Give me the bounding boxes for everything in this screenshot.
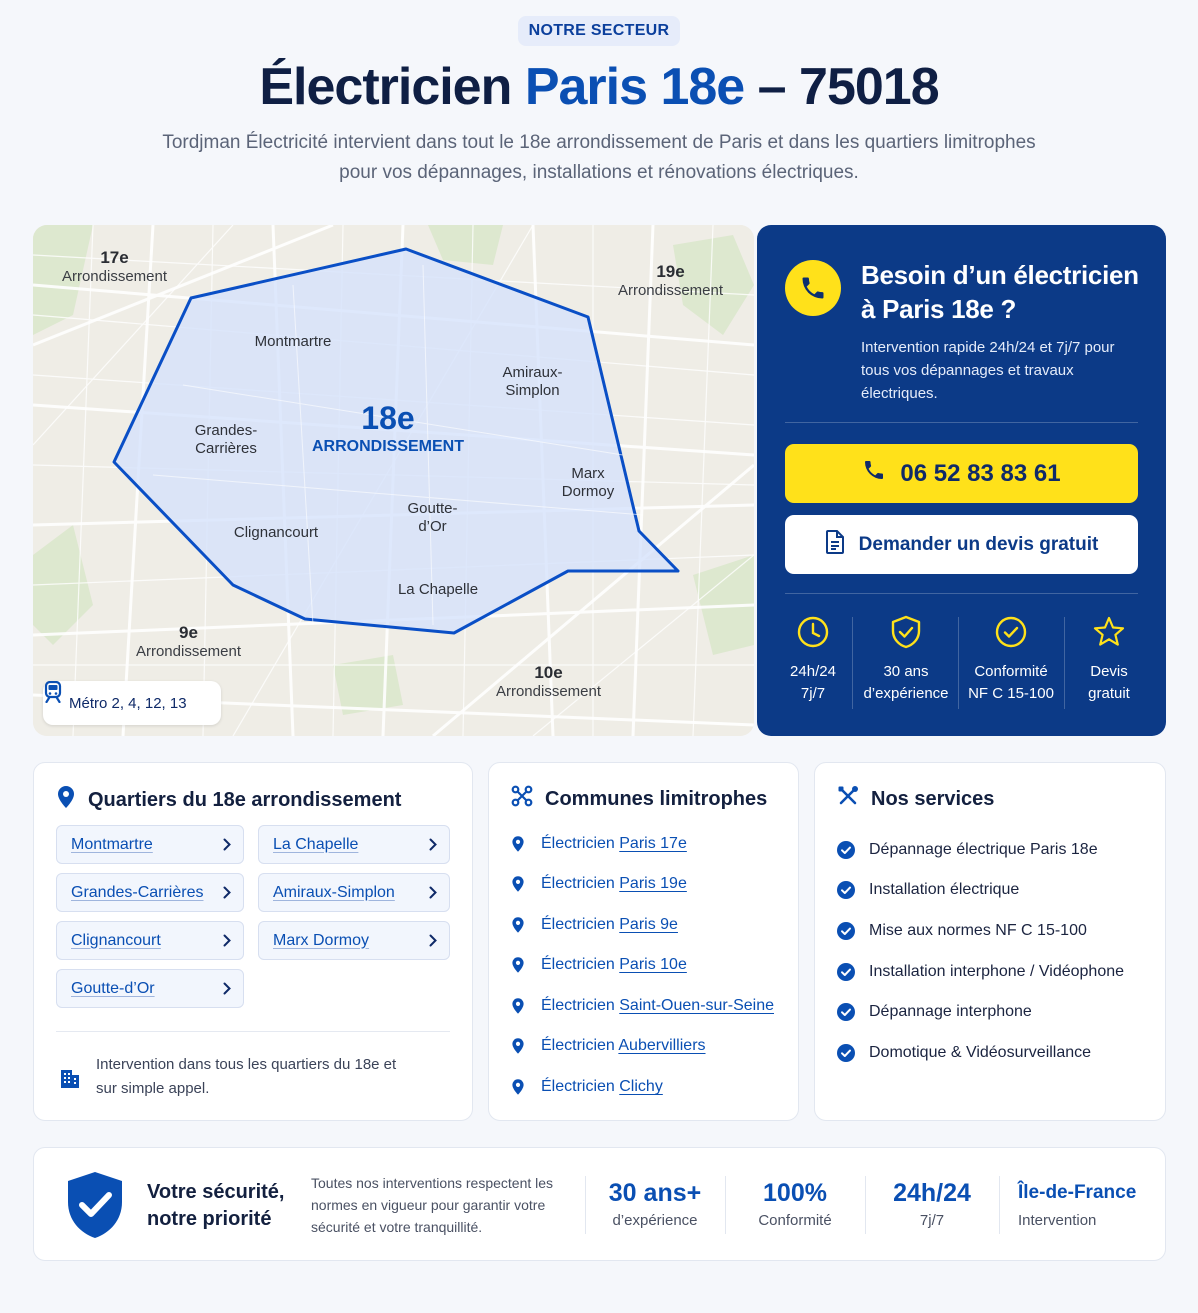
security-text: Toutes nos interventions respectent les normes en vigueur pour garantir votre sécurité et votre tranquillité. xyxy=(311,1175,554,1235)
feature-line1: 30 ans xyxy=(883,663,929,680)
map-label-goutte-dor: Goutte-d’Or xyxy=(407,500,458,535)
commune-link[interactable] xyxy=(511,1078,663,1096)
commune-prefix: Électricien xyxy=(541,1078,620,1095)
map-pin-icon xyxy=(511,1037,525,1055)
divider xyxy=(999,1176,1000,1234)
map-district-10e xyxy=(491,663,606,701)
neighborhood-link[interactable] xyxy=(56,873,244,912)
building-icon xyxy=(58,1066,82,1095)
divider xyxy=(56,1031,450,1032)
service-label: Installation interphone / Vidéophone xyxy=(869,963,1125,980)
service-label: Mise aux normes NF C 15-100 xyxy=(869,922,1087,939)
stat-label: Conformité xyxy=(758,1212,832,1229)
neighborhood-link[interactable] xyxy=(56,921,244,960)
shield-check-icon xyxy=(857,615,955,651)
phone-icon xyxy=(785,260,841,316)
tools-icon xyxy=(837,785,859,813)
map-district-19e xyxy=(613,262,728,300)
district-label: Arrondissement xyxy=(495,683,602,700)
contact-panel xyxy=(757,225,1166,736)
map-label-clignancourt: Clignancourt xyxy=(233,524,319,541)
stat-value: 30 ans+ xyxy=(608,1179,702,1207)
district-num: 9e xyxy=(179,623,198,642)
communes-header xyxy=(511,785,767,813)
commune-link[interactable] xyxy=(511,916,678,934)
security-bar xyxy=(33,1147,1166,1261)
title-part2: – 75018 xyxy=(744,58,939,116)
neighborhoods-header xyxy=(56,785,401,815)
divider xyxy=(958,617,959,709)
check-circle-icon xyxy=(837,1003,855,1021)
title-part1: Électricien xyxy=(259,58,525,116)
call-phone-button[interactable] xyxy=(785,444,1138,503)
map-district-9e xyxy=(131,623,246,661)
cta-description: Intervention rapide 24h/24 et 7j/7 pour tous vos dépannages et travaux électriques. xyxy=(861,339,1115,402)
title-highlight: Paris 18e xyxy=(524,58,745,116)
stat-label: d’expérience xyxy=(612,1212,698,1229)
feature-line2: 7j/7 xyxy=(800,685,826,702)
service-item xyxy=(837,1003,1032,1021)
commune-name: Paris 9e xyxy=(619,916,678,933)
coverage-map[interactable] xyxy=(33,225,754,736)
feature-compliance xyxy=(961,615,1061,715)
services-header xyxy=(837,785,994,813)
divider xyxy=(1064,617,1065,709)
map-pin-icon xyxy=(56,785,76,815)
commune-name: Paris 10e xyxy=(619,956,687,973)
page-description: Tordjman Électricité intervient dans tout le 18e arrondissement de Paris et dans les quartiers limitrophes pour vos dépannages, installations et rénovations électriques. xyxy=(162,132,1036,183)
feature-line1: Conformité xyxy=(974,663,1048,680)
map-pin-icon xyxy=(511,875,525,893)
communes-title: Communes limitrophes xyxy=(545,787,768,810)
map-label-grandes-carrieres: Grandes-Carrières xyxy=(194,422,258,457)
commune-prefix: Électricien xyxy=(541,875,620,892)
commune-name: Paris 19e xyxy=(619,875,687,892)
divider xyxy=(865,1176,866,1234)
stat-value: Île-de-France xyxy=(1018,1182,1137,1203)
commune-name: Clichy xyxy=(619,1078,663,1095)
stat-label: 7j/7 xyxy=(919,1212,945,1229)
neighborhoods-note: Intervention dans tous les quartiers du 18e et sur simple appel. xyxy=(96,1056,397,1097)
commune-prefix: Électricien xyxy=(541,1037,619,1054)
divider xyxy=(785,593,1138,594)
neighborhood-label: La Chapelle xyxy=(273,835,359,853)
star-icon xyxy=(1067,615,1151,651)
feature-free-quote xyxy=(1067,615,1151,715)
section-eyebrow: NOTRE SECTEUR xyxy=(518,16,680,46)
map-pin-icon xyxy=(511,956,525,974)
commune-name: Saint-Ouen-sur-Seine xyxy=(619,997,774,1014)
district-num: 10e xyxy=(534,663,563,682)
services-title: Nos services xyxy=(871,787,995,810)
stat-region xyxy=(1018,1178,1163,1229)
commune-prefix: Électricien xyxy=(541,956,620,973)
neighborhood-link[interactable] xyxy=(258,921,450,960)
chevron-right-icon xyxy=(429,886,437,899)
neighborhoods-card xyxy=(33,762,473,1121)
service-label: Installation électrique xyxy=(869,881,1020,898)
check-circle-icon xyxy=(961,615,1061,651)
security-title: Votre sécurité, notre priorité xyxy=(147,1181,285,1230)
neighborhood-label: Grandes-Carrières xyxy=(71,883,204,901)
commune-name: Aubervilliers xyxy=(618,1037,706,1054)
neighborhood-link[interactable] xyxy=(56,969,244,1008)
map-pin-icon xyxy=(511,835,525,853)
feature-availability xyxy=(771,615,855,715)
commune-prefix: Électricien xyxy=(541,916,620,933)
page-title xyxy=(0,56,1198,118)
stat-compliance xyxy=(727,1178,863,1229)
service-label: Dépannage électrique Paris 18e xyxy=(869,841,1098,858)
divider xyxy=(725,1176,726,1234)
map-district-17e xyxy=(57,248,172,286)
clock-icon xyxy=(771,615,855,651)
feature-line1: Devis xyxy=(1090,663,1128,680)
commune-link[interactable] xyxy=(511,875,687,893)
services-card xyxy=(814,762,1166,1121)
district-number: 18e xyxy=(361,400,415,436)
feature-line2: gratuit xyxy=(1088,685,1130,702)
district-label: Arrondissement xyxy=(61,268,168,285)
district-num: 17e xyxy=(100,248,129,267)
feature-line2: NF C 15-100 xyxy=(968,685,1054,702)
map-pin-icon xyxy=(511,1078,525,1096)
stat-value: 100% xyxy=(763,1179,827,1207)
district-label: Arrondissement xyxy=(135,643,242,660)
feature-line2: d’expérience xyxy=(863,685,949,702)
phone-icon xyxy=(862,458,886,489)
neighborhood-label: Montmartre xyxy=(71,835,153,853)
chevron-right-icon xyxy=(223,886,231,899)
neighborhood-link[interactable] xyxy=(258,825,450,864)
service-item xyxy=(837,963,1124,981)
service-label: Dépannage interphone xyxy=(869,1003,1032,1020)
service-item xyxy=(837,1044,1091,1062)
service-label: Domotique & Vidéosurveillance xyxy=(869,1044,1092,1061)
cta-title: Besoin d’un électricien à Paris 18e ? xyxy=(861,260,1139,324)
communes-card xyxy=(488,762,799,1121)
stat-label: Intervention xyxy=(1018,1212,1097,1229)
check-circle-icon xyxy=(837,1044,855,1062)
divider xyxy=(585,1176,586,1234)
neighborhood-label: Goutte-d’Or xyxy=(71,979,155,997)
chevron-right-icon xyxy=(223,982,231,995)
neighborhood-label: Clignancourt xyxy=(71,931,161,949)
service-item xyxy=(837,922,1087,940)
network-icon xyxy=(511,785,533,813)
chevron-right-icon xyxy=(223,934,231,947)
stat-availability xyxy=(867,1178,997,1229)
divider xyxy=(785,422,1138,423)
feature-experience xyxy=(857,615,955,715)
check-circle-icon xyxy=(837,841,855,859)
chevron-right-icon xyxy=(223,838,231,851)
map-pin-icon xyxy=(511,916,525,934)
neighborhood-link[interactable] xyxy=(258,873,450,912)
commune-link[interactable] xyxy=(511,997,774,1015)
metro-lines: Métro 2, 4, 12, 13 xyxy=(69,694,187,712)
map-label-la-chapelle: La Chapelle xyxy=(397,581,479,598)
quote-label: Demander un devis gratuit xyxy=(858,533,1099,555)
feature-line1: 24h/24 xyxy=(790,663,836,680)
map-label-montmartre: Montmartre xyxy=(254,333,332,350)
commune-link[interactable] xyxy=(511,1037,706,1055)
map-district-18e-label xyxy=(303,400,473,456)
commune-prefix: Électricien xyxy=(541,835,620,852)
commune-prefix: Électricien xyxy=(541,997,620,1014)
neighborhood-label: Amiraux-Simplon xyxy=(273,883,395,901)
district-label: Arrondissement xyxy=(617,282,724,299)
metro-badge xyxy=(43,681,221,725)
map-pin-icon xyxy=(511,997,525,1015)
commune-name: Paris 17e xyxy=(619,835,687,852)
stat-value: 24h/24 xyxy=(893,1179,971,1207)
service-item xyxy=(837,881,1019,899)
request-quote-button[interactable] xyxy=(785,515,1138,574)
commune-link[interactable] xyxy=(511,835,687,853)
map-label-marx-dormoy: Marx Dormoy xyxy=(561,465,615,500)
phone-number: 06 52 83 83 61 xyxy=(900,459,1061,487)
service-item xyxy=(837,841,1098,859)
shield-check-icon xyxy=(64,1170,126,1245)
divider xyxy=(852,617,853,709)
district-caption: ARRONDISSEMENT xyxy=(311,438,464,455)
chevron-right-icon xyxy=(429,838,437,851)
chevron-right-icon xyxy=(429,934,437,947)
check-circle-icon xyxy=(837,881,855,899)
check-circle-icon xyxy=(837,963,855,981)
neighborhood-link[interactable] xyxy=(56,825,244,864)
map-label-amiraux-simplon: Amiraux-Simplon xyxy=(502,364,563,399)
neighborhoods-title: Quartiers du 18e arrondissement xyxy=(88,788,402,811)
neighborhood-label: Marx Dormoy xyxy=(273,931,370,949)
commune-link[interactable] xyxy=(511,956,687,974)
document-icon xyxy=(825,530,845,560)
check-circle-icon xyxy=(837,922,855,940)
district-num: 19e xyxy=(656,262,685,281)
stat-experience xyxy=(587,1178,723,1229)
